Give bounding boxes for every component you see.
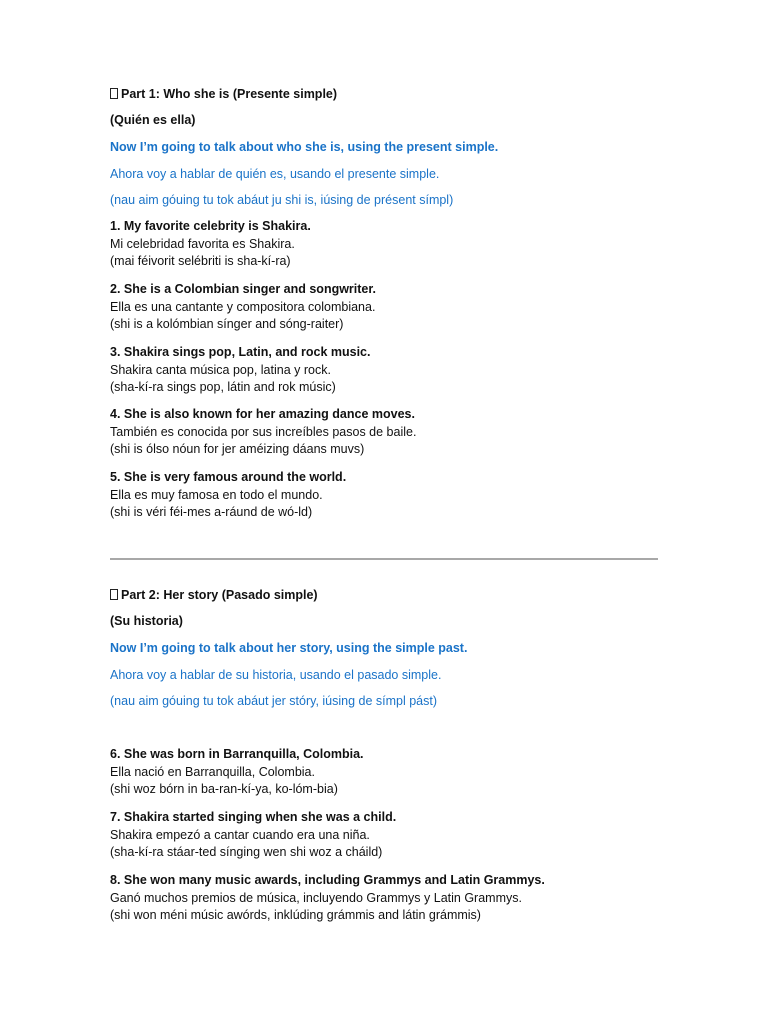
part1-heading-text: Part 1: Who she is (Presente simple): [121, 87, 338, 101]
list-item: 3. Shakira sings pop, Latin, and rock music. Shakira canta música pop, latina y rock. (sha-kí-ra sings pop, látin and rok músic): [110, 345, 371, 394]
list-item: 1. My favorite celebrity is Shakira. Mi celebridad favorita es Shakira. (mai féivorit selébriti is sha-kí-ra): [110, 219, 311, 268]
part1-subheading: (Quién es ella): [110, 113, 196, 127]
part1-intro-es: Ahora voy a hablar de quién es, usando el presente simple.: [110, 167, 440, 181]
part2-intro-pron: (nau aim góuing tu tok abáut jer stóry, iúsing de símpl pást): [110, 694, 438, 708]
missing-glyph-icon: [110, 88, 118, 99]
list-item: 6. She was born in Barranquilla, Colombia. Ella nació en Barranquilla, Colombia. (shi woz bórn in ba-ran-kí-ya, ko-lóm-bia): [110, 747, 364, 796]
part1-intro-en: Now I’m going to talk about who she is, using the present simple.: [110, 140, 499, 154]
part1-heading: [110, 86, 670, 104]
part2-subheading: (Su historia): [110, 614, 183, 628]
part2-intro-en: Now I’m going to talk about her story, using the simple past.: [110, 641, 468, 655]
list-item: 5. She is very famous around the world. Ella es muy famosa en todo el mundo. (shi is véri féi-mes a-ráund de wó-ld): [110, 470, 347, 519]
section-divider: [110, 558, 658, 560]
missing-glyph-icon: [110, 589, 118, 600]
part2-intro-es: Ahora voy a hablar de su historia, usando el pasado simple.: [110, 668, 442, 682]
list-item: 8. She won many music awards, including Grammys and Latin Grammys. Ganó muchos premios de música, incluyendo Grammys y Latin Grammys. (shi won méni músic awórds, inklúding grámmis and látin grámmis): [110, 873, 545, 922]
part1-intro-pron: (nau aim góuing tu tok abáut ju shi is, iúsing de présent símpl): [110, 193, 454, 207]
list-item: 7. Shakira started singing when she was a child. Shakira empezó a cantar cuando era una niña. (sha-kí-ra stáar-ted sínging wen shi woz a cháild): [110, 810, 397, 859]
list-item: 4. She is also known for her amazing dance moves. También es conocida por sus increíbles pasos de baile. (shi is ólso nóun for jer améizing dáans muvs): [110, 407, 417, 456]
list-item: 2. She is a Colombian singer and songwriter. Ella es una cantante y compositora colombiana. (shi is a kolómbian sínger and sóng-raiter): [110, 282, 377, 331]
part2-heading: [110, 587, 670, 605]
part2-heading-text: Part 2: Her story (Pasado simple): [121, 588, 318, 602]
